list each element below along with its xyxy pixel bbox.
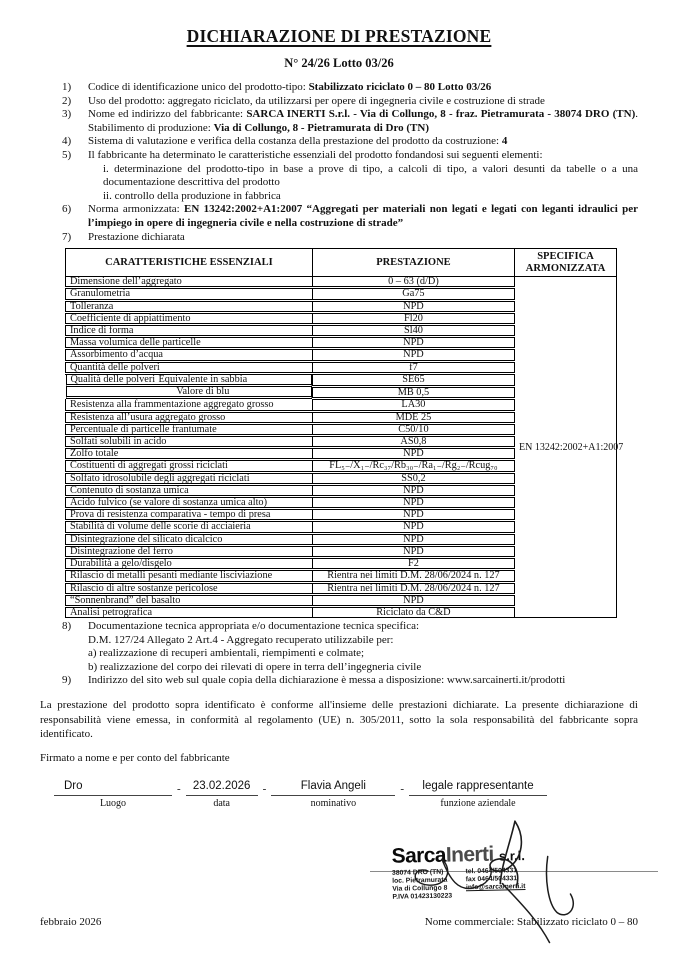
signature-place-field xyxy=(54,780,172,809)
item-number: 5) xyxy=(62,148,72,161)
sub-item-b: b) realizzazione del corpo dei rilevati di opere in terra dell’ingegneria civile xyxy=(88,660,422,673)
item-text xyxy=(88,620,638,674)
item-text-run: Norma armonizzata: xyxy=(88,203,185,216)
performance-value-cell: SE65 xyxy=(312,373,514,387)
characteristic-cell: Disintegrazione del silicato dicalcico xyxy=(66,533,313,545)
performance-value-cell: LA30 xyxy=(312,399,514,411)
item-number: 1) xyxy=(62,81,72,93)
item-text xyxy=(88,203,638,230)
stamp-details xyxy=(392,864,661,902)
item-text: Prestazione dichiarata xyxy=(88,230,185,243)
role-value: legale rappresentante xyxy=(409,780,547,796)
characteristic-cell: Solfato idrosolubile degli aggregati riciclati xyxy=(66,472,313,484)
signature-fields xyxy=(54,780,638,809)
characteristic-cell: Disintegrazione del ferro xyxy=(66,545,313,557)
list-item-4 xyxy=(40,135,638,149)
performance-value-cell: Rientra nei limiti D.M. 28/06/2024 n. 127 xyxy=(312,582,514,594)
stamp-contact-column xyxy=(466,867,526,900)
characteristic-cell: Rilascio di metalli pesanti mediante lisciviazione xyxy=(66,570,313,582)
performance-value-cell: NPD xyxy=(312,509,514,521)
document-number: N° 24/26 Lotto 03/26 xyxy=(284,56,394,70)
characteristic-cell: Resistenza all’usura aggregato grosso xyxy=(66,411,313,423)
item-number: 4) xyxy=(62,135,72,148)
item-number: 8) xyxy=(62,620,72,633)
item-number: 7) xyxy=(62,230,72,243)
signature-role-field xyxy=(409,780,547,809)
company-stamp xyxy=(391,840,660,902)
characteristic-cell: Costituenti di aggregati grossi riciclati xyxy=(66,460,313,472)
list-item-3 xyxy=(40,108,638,135)
manufacturer-name: SARCA INERTI S.r.l. - Via di Collungo, 8 - fraz. Pietramurata - 38074 DRO (TN) xyxy=(246,108,636,121)
stamp-brand-suffix: s.r.l. xyxy=(498,847,526,864)
date-label: data xyxy=(213,797,230,809)
characteristic-cell: Solfati solubili in acido xyxy=(66,436,313,448)
item-text xyxy=(88,149,638,203)
performance-value-cell: F2 xyxy=(312,558,514,570)
stamp-email-line: info@sarcainerti.it xyxy=(465,882,526,891)
name-label: nominativo xyxy=(310,797,357,809)
characteristic-cell xyxy=(66,387,312,399)
characteristic-cell: Durabilità a gelo/disgelo xyxy=(66,558,313,570)
item-number: 2) xyxy=(62,94,72,107)
header-characteristics: CARATTERISTICHE ESSENZIALI xyxy=(66,249,313,277)
item-bold-run: Stabilizzato riciclato 0 – 80 Lotto 03/26 xyxy=(308,81,492,93)
place-value: Dro xyxy=(54,780,172,796)
item-text-run: Sistema di valutazione e verifica della costanza della prestazione del prodotto da costruzione: xyxy=(88,135,502,148)
characteristic-cell: Percentuale di particelle frantumate xyxy=(66,423,313,435)
item-number: 6) xyxy=(62,203,72,216)
characteristic-cell: Analisi petrografica xyxy=(66,606,313,617)
table-body xyxy=(66,276,624,618)
characteristic-cell: Coefficiente di appiattimento xyxy=(66,312,313,324)
characteristic-name: Qualità delle polveri xyxy=(70,373,156,385)
item-text-run: . Stabilimento di produzione: xyxy=(88,108,638,134)
list-item-7 xyxy=(40,231,638,245)
item-text xyxy=(88,108,638,135)
sub-item-dm: D.M. 127/24 Allegato 2 Art.4 - Aggregato recuperato utilizzabile per: xyxy=(88,633,394,646)
performance-value-cell: NPD xyxy=(312,521,514,533)
footer-commercial-name: Nome commerciale: Stabilizzato riciclato 0 – 80 xyxy=(424,916,638,928)
page-footer xyxy=(40,916,638,928)
item-text: Indirizzo del sito web sul quale copia della dichiarazione è messa a disposizione: www.sarcainerti.it/prodotti xyxy=(88,674,566,687)
header-performance: PRESTAZIONE xyxy=(312,249,514,277)
production-site: Via di Collungo, 8 - Pietramurata di Dro (TN) xyxy=(213,121,429,134)
characteristic-cell: Rilascio di altre sostanze pericolose xyxy=(66,582,313,594)
list-item-5 xyxy=(40,149,638,203)
field-separator: - xyxy=(400,782,405,795)
characteristic-name xyxy=(71,387,158,396)
performance-table xyxy=(65,248,624,618)
stamp-tel-line: tel. 0464/504331 xyxy=(465,866,518,875)
characteristic-cell: Stabilità di volume delle scorie di acciaieria xyxy=(66,521,313,533)
field-separator: - xyxy=(177,782,181,795)
performance-value-cell: NPD xyxy=(312,337,514,349)
conformity-paragraph: La prestazione del prodotto sopra identificato è conforme all'insieme delle prestazioni dichiarate. La presente dichiarazione di responsabilità viene emessa, in conformità al regolamento (UE) n. 305/2011, sotto la sola responsabilità del fabbricante sopra identificato. xyxy=(40,699,638,741)
performance-value-cell: Sl40 xyxy=(312,324,514,336)
characteristic-cell: Acido fulvico (se valore di sostanza umica alto) xyxy=(66,497,313,509)
stamp-vat-line: P.IVA 01423130223 xyxy=(392,892,453,901)
characteristic-subname: Equivalente in sabbia xyxy=(158,373,248,385)
characteristic-cell xyxy=(66,375,312,387)
performance-value-cell: Fl20 xyxy=(312,312,514,324)
table-header-row xyxy=(66,249,617,277)
performance-value-cell: AS0,8 xyxy=(312,436,514,448)
item-number: 3) xyxy=(62,108,72,121)
characteristic-cell: Tolleranza xyxy=(66,300,313,312)
performance-value-cell: Rientra nei limiti D.M. 28/06/2024 n. 127 xyxy=(312,570,514,582)
stamp-addr-line: 38074 DRO (TN) xyxy=(391,868,444,877)
item-text-run: Documentazione tecnica appropriata e/o documentazione tecnica specifica: xyxy=(88,620,420,633)
header-specification: SPECIFICA ARMONIZZATA xyxy=(515,249,617,277)
characteristic-cell: Zolfo totale xyxy=(66,448,313,460)
signed-statement: Firmato a nome e per conto del fabbricante xyxy=(40,751,230,764)
signature-name-field xyxy=(271,780,395,809)
place-label: Luogo xyxy=(99,797,127,809)
list-item-1 xyxy=(40,81,638,95)
characteristic-cell: Indice di forma xyxy=(66,324,313,336)
performance-value-cell: NPD xyxy=(312,484,514,496)
characteristic-cell: Granulometria xyxy=(66,288,313,300)
stamp-brand-light: Inerti xyxy=(445,842,494,867)
item-text xyxy=(88,81,638,95)
item-number: 9) xyxy=(62,674,72,687)
item-text-run: Nome ed indirizzo del fabbricante: xyxy=(88,108,247,121)
stamp-addr-line: Via di Collungo 8 xyxy=(392,884,448,893)
table-row xyxy=(66,277,617,288)
stamp-address-column xyxy=(392,868,452,901)
characteristic-cell: Prova di resistenza comparativa - tempo di presa xyxy=(66,509,313,521)
characteristic-cell: Contenuto di sostanza umica xyxy=(66,484,313,496)
avcp-system: 4 xyxy=(501,135,508,148)
sub-item-a: a) realizzazione di recuperi ambientali, riempimenti e colmate; xyxy=(88,647,365,660)
role-label: funzione aziendale xyxy=(440,797,516,809)
performance-value-cell: NPD xyxy=(312,349,514,361)
performance-value-cell: NPD xyxy=(312,300,514,312)
characteristic-cell: Dimensione dell’aggregato xyxy=(66,277,313,288)
characteristic-cell: Quantità delle polveri xyxy=(66,361,313,373)
stamp-fax-line: fax 0464/504331 xyxy=(465,874,518,883)
stamp-addr-line: loc. Pietramurata xyxy=(392,876,448,885)
harmonized-spec-cell: EN 13242:2002+A1:2007 xyxy=(515,277,617,618)
characteristic-cell: Massa volumica delle particelle xyxy=(66,337,313,349)
performance-value-cell: NPD xyxy=(312,545,514,557)
performance-value-cell: MDE 25 xyxy=(312,411,514,423)
performance-value-cell: Ga75 xyxy=(312,288,514,300)
item-text-run: Il fabbricante ha determinato le caratteristiche essenziali del prodotto fondandosi sui seguenti elementi: xyxy=(88,148,543,161)
list-item-9 xyxy=(40,674,638,688)
performance-value-cell: FL₅₋/X₁₋/Rc₃₇/Rb₃₀₋/Ra₁₋/Rg₂₋/Rcug₇₀ xyxy=(312,460,514,472)
date-value: 23.02.2026 xyxy=(186,780,258,796)
performance-value-cell: Riciclato da C&D xyxy=(312,606,514,617)
performance-value-cell: NPD xyxy=(312,497,514,509)
sub-item-i: i. determinazione del prodotto-tipo in base a prove di tipo, a calcoli di tipo, a valori desunti da tabelle o a una documentazione descrittiva del prodotto xyxy=(103,162,638,189)
name-value: Flavia Angeli xyxy=(271,780,395,796)
list-item-6 xyxy=(40,203,638,230)
performance-value-cell: 0 – 63 (d/D) xyxy=(312,277,514,288)
list-item-8 xyxy=(40,620,638,674)
footer-date: febbraio 2026 xyxy=(40,916,102,928)
sub-item-ii: ii. controllo della produzione in fabbrica xyxy=(103,189,281,202)
signature-date-field xyxy=(186,780,258,809)
characteristic-subname: Valore di blu xyxy=(176,385,230,397)
characteristic-cell: Assorbimento d’acqua xyxy=(66,349,313,361)
item-text: Uso del prodotto: aggregato riciclato, da utilizzarsi per opere di ingegneria civile e costruzione di strade xyxy=(88,94,545,107)
performance-value-cell: SS0,2 xyxy=(312,472,514,484)
performance-value-cell: NPD xyxy=(312,594,514,606)
list-item-2 xyxy=(40,95,638,109)
harmonized-standard: EN 13242:2002+A1:2007 “Aggregati per materiali non legati e legati con leganti idraulici per l’impiego in opere di ingegneria civile e nella costruzione di strade” xyxy=(88,203,638,229)
item-text xyxy=(88,135,638,149)
performance-value-cell: NPD xyxy=(312,533,514,545)
performance-value-cell: f7 xyxy=(312,361,514,373)
field-separator: - xyxy=(262,782,267,795)
performance-value-cell: NPD xyxy=(312,448,514,460)
page-title: DICHIARAZIONE DI PRESTAZIONE xyxy=(186,26,492,46)
item-text-run: Codice di identificazione unico del prodotto-tipo: xyxy=(88,81,309,93)
performance-value-cell: C50/10 xyxy=(312,423,514,435)
signature-zone xyxy=(40,809,638,959)
performance-value-cell: MB 0,5 xyxy=(312,387,514,399)
characteristic-cell: “Sonnenbrand” del basalto xyxy=(66,594,313,606)
stamp-brand-bold: Sarca xyxy=(391,843,447,868)
characteristic-cell: Resistenza alla frammentazione aggregato grosso xyxy=(66,399,313,411)
